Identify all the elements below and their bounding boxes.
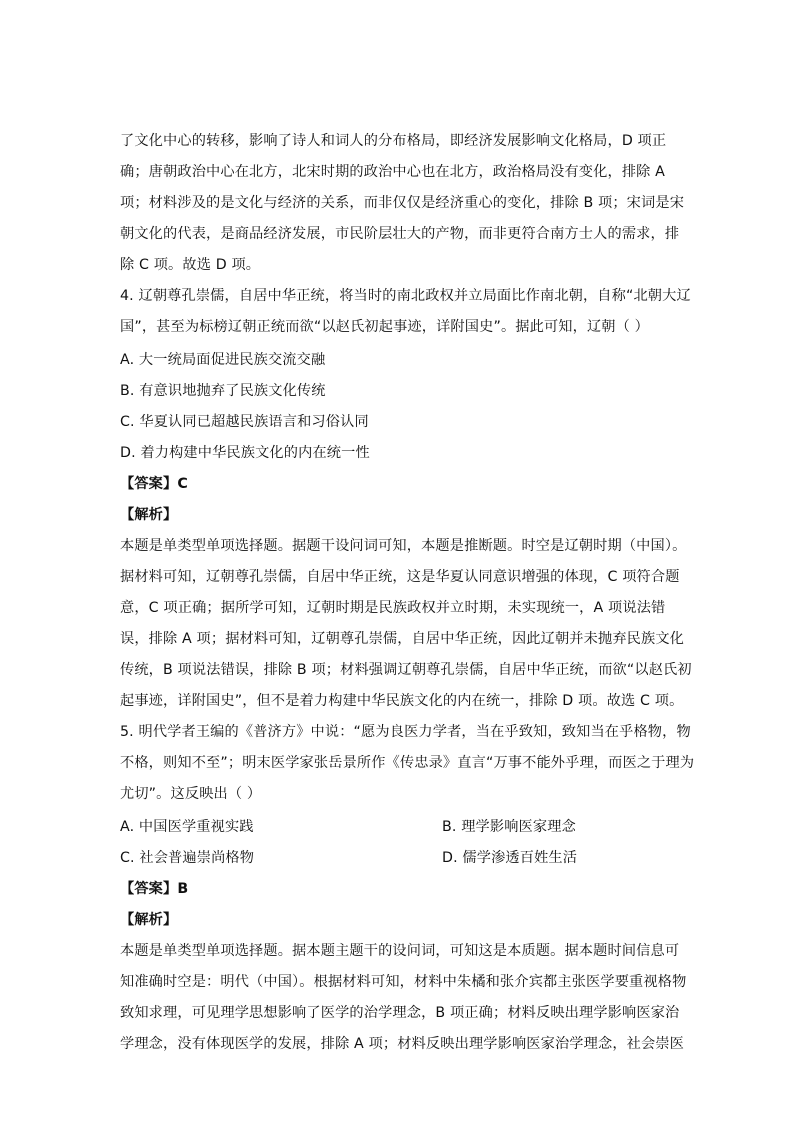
question-4-option-a: A. 大一统局面促进民族交流交融 xyxy=(120,352,326,368)
text-line: 学理念，没有体现医学的发展，排除 A 项；材料反映出理学影响医家治学理念，社会崇医 xyxy=(120,1036,685,1052)
text-line: 起事迹，详附国史”，但不是着力构建中华民族文化的内在统一，排除 D 项。故选 C 项。 xyxy=(120,693,684,709)
question-4-option-d: D. 着力构建中华民族文化的内在统一性 xyxy=(120,445,370,461)
text-line: 本题是单类型单项选择题。据题干设问词可知，本题是推断题。时空是辽朝时期（中国）。 xyxy=(120,538,687,554)
question-5-answer: 【答案】B xyxy=(120,881,189,897)
question-4-option-c: C. 华夏认同已超越民族语言和习俗认同 xyxy=(120,414,369,430)
text-line: 致知求理，可见理学思想影响了医学的治学理念，B 项正确；材料反映出理学影响医家治 xyxy=(120,1005,680,1021)
question-5-stem: 尤切”。这反映出（ ） xyxy=(120,786,262,802)
question-5-analysis-heading: 【解析】 xyxy=(120,912,178,928)
text-line: 传统，B 项说法错误，排除 B 项；材料强调辽朝尊孔崇儒，自居中华正统，而欲“以赵氏初 xyxy=(120,662,692,678)
text-line: 本题是单类型单项选择题。据本题主题干的设问词，可知这是本质题。据本题时间信息可 xyxy=(120,943,680,959)
text-line: 误，排除 A 项；据材料可知，辽朝尊孔崇儒，自居中华正统，因此辽朝并未抛弃民族文化 xyxy=(120,631,685,647)
question-4-option-b: B. 有意识地抛弃了民族文化传统 xyxy=(120,383,326,399)
question-5-stem: 不格，则知不至”；明末医学家张岳景所作《传忠录》直言“万事不能外乎理，而医之于理为 xyxy=(120,755,695,771)
question-4-answer: 【答案】C xyxy=(120,476,188,492)
text-line: 确；唐朝政治中心在北方，北宋时期的政治中心也在北方，政治格局没有变化，排除 A xyxy=(120,164,666,180)
text-line: 项；材料涉及的是文化与经济的关系，而非仅仅是经济重心的变化，排除 B 项；宋词是宋 xyxy=(120,195,685,211)
question-5-option-b: B. 理学影响医家理念 xyxy=(442,819,576,835)
text-line: 据材料可知，辽朝尊孔崇儒，自居中华正统，这是华夏认同意识增强的体现，C 项符合题 xyxy=(120,569,680,585)
question-5-option-d: D. 儒学渗透百姓生活 xyxy=(442,850,578,866)
text-line: 除 C 项。故选 D 项。 xyxy=(120,257,261,273)
question-5-option-a: A. 中国医学重视实践 xyxy=(120,819,254,835)
text-line: 了文化中心的转移，影响了诗人和词人的分布格局，即经济发展影响文化格局，D 项正 xyxy=(120,133,667,149)
text-line: 知准确时空是：明代（中国）。根据材料可知，材料中朱橘和张介宾都主张医学要重视格物 xyxy=(120,974,687,990)
question-5-option-c: C. 社会普遍崇尚格物 xyxy=(120,850,255,866)
question-5-stem: 5. 明代学者王编的《普济方》中说：“愿为良医力学者，当在乎致知，致知当在乎格物，物 xyxy=(120,724,691,740)
text-line: 意，C 项正确；据所学可知，辽朝时期是民族政权并立时期，未实现统一，A 项说法错 xyxy=(120,600,666,616)
question-4-stem: 国”，甚至为标榜辽朝正统而欲“以赵氏初起事迹，详附国史”。据此可知，辽朝（ ） xyxy=(120,319,649,335)
question-4-analysis-heading: 【解析】 xyxy=(120,507,178,523)
question-4-stem: 4. 辽朝尊孔崇儒，自居中华正统，将当时的南北政权并立局面比作南北朝，自称“北朝大辽 xyxy=(120,288,691,304)
text-line: 朝文化的代表，是商品经济发展，市民阶层壮大的产物，而非更符合南方士人的需求，排 xyxy=(120,226,680,242)
